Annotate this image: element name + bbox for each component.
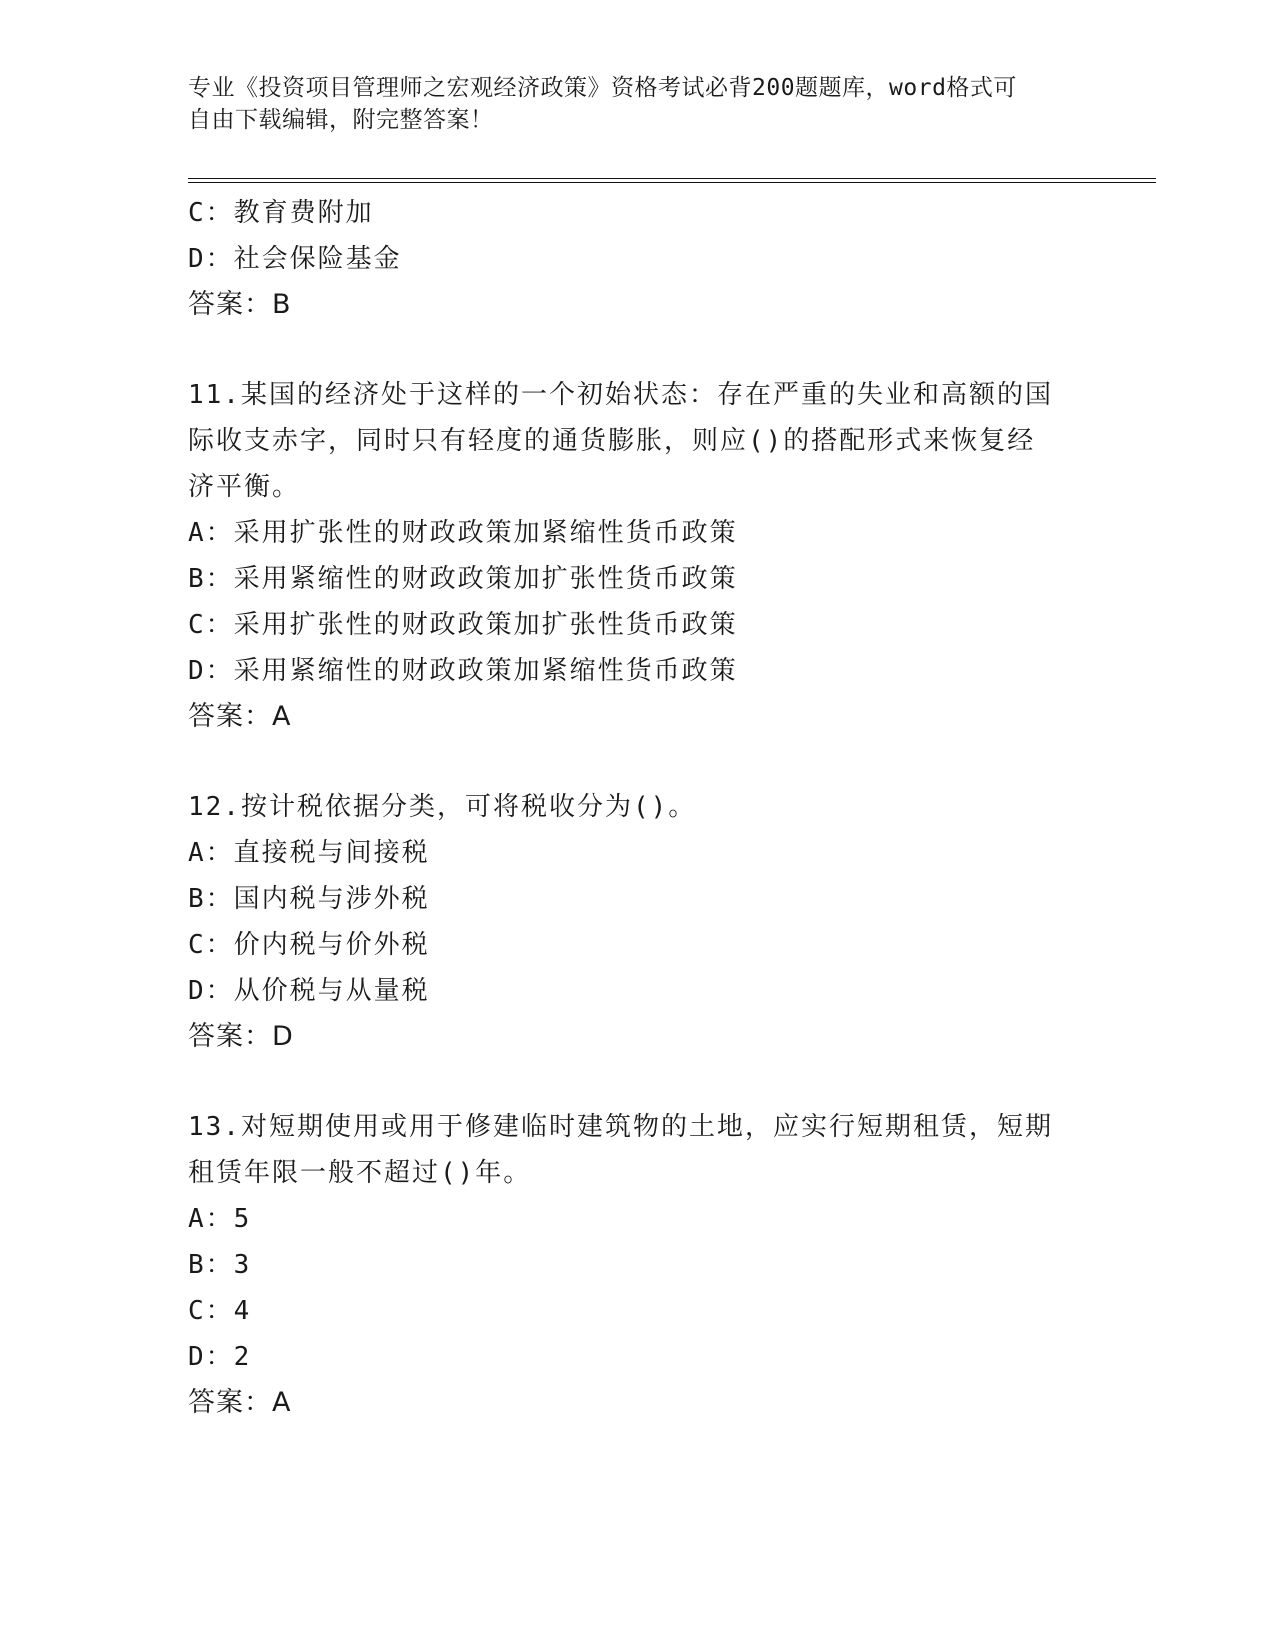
option-d: D：2 [188,1342,252,1372]
spacer [188,1060,1088,1104]
question-11 [188,372,1088,740]
question-stem-line: 租赁年限一般不超过()年。 [188,1158,532,1188]
question-stem-line: 11.某国的经济处于这样的一个初始状态：存在严重的失业和高额的国 [188,380,1053,410]
option-b: B：采用紧缩性的财政政策加扩张性货币政策 [188,564,738,594]
option-b: B：3 [188,1250,252,1280]
question-13 [188,1104,1088,1426]
spacer [188,740,1088,784]
option-c: C：价内税与价外税 [188,930,430,960]
option-c: C：教育费附加 [188,198,374,228]
page-header [188,72,1068,136]
option-a: A：采用扩张性的财政政策加紧缩性货币政策 [188,518,738,548]
header-divider-bottom [188,182,1156,183]
option-d: D：社会保险基金 [188,244,402,274]
option-b: B：国内税与涉外税 [188,884,430,914]
answer: 答案：A [188,701,292,732]
answer: 答案：B [188,289,292,320]
answer: 答案：D [188,1021,294,1052]
option-a: A：直接税与间接税 [188,838,430,868]
header-line-2: 自由下载编辑，附完整答案！ [188,107,494,133]
option-a: A：5 [188,1204,252,1234]
option-d: D：从价税与从量税 [188,976,430,1006]
question-stem-line: 12.按计税依据分类，可将税收分为()。 [188,792,697,822]
question-stem-line: 济平衡。 [188,472,301,502]
question-12 [188,784,1088,1060]
header-line-1: 专业《投资项目管理师之宏观经济政策》资格考试必背200题题库，word格式可 [188,75,1017,101]
option-d: D：采用紧缩性的财政政策加紧缩性货币政策 [188,656,738,686]
question-continued [188,190,1088,328]
option-c: C：4 [188,1296,252,1326]
question-stem-line: 13.对短期使用或用于修建临时建筑物的土地，应实行短期租赁，短期 [188,1112,1053,1142]
option-c: C：采用扩张性的财政政策加扩张性货币政策 [188,610,738,640]
answer: 答案：A [188,1387,292,1418]
question-content [188,190,1088,1426]
spacer [188,328,1088,372]
header-divider-top [188,178,1156,179]
question-stem-line: 际收支赤字，同时只有轻度的通货膨胀，则应()的搭配形式来恢复经 [188,426,1036,456]
